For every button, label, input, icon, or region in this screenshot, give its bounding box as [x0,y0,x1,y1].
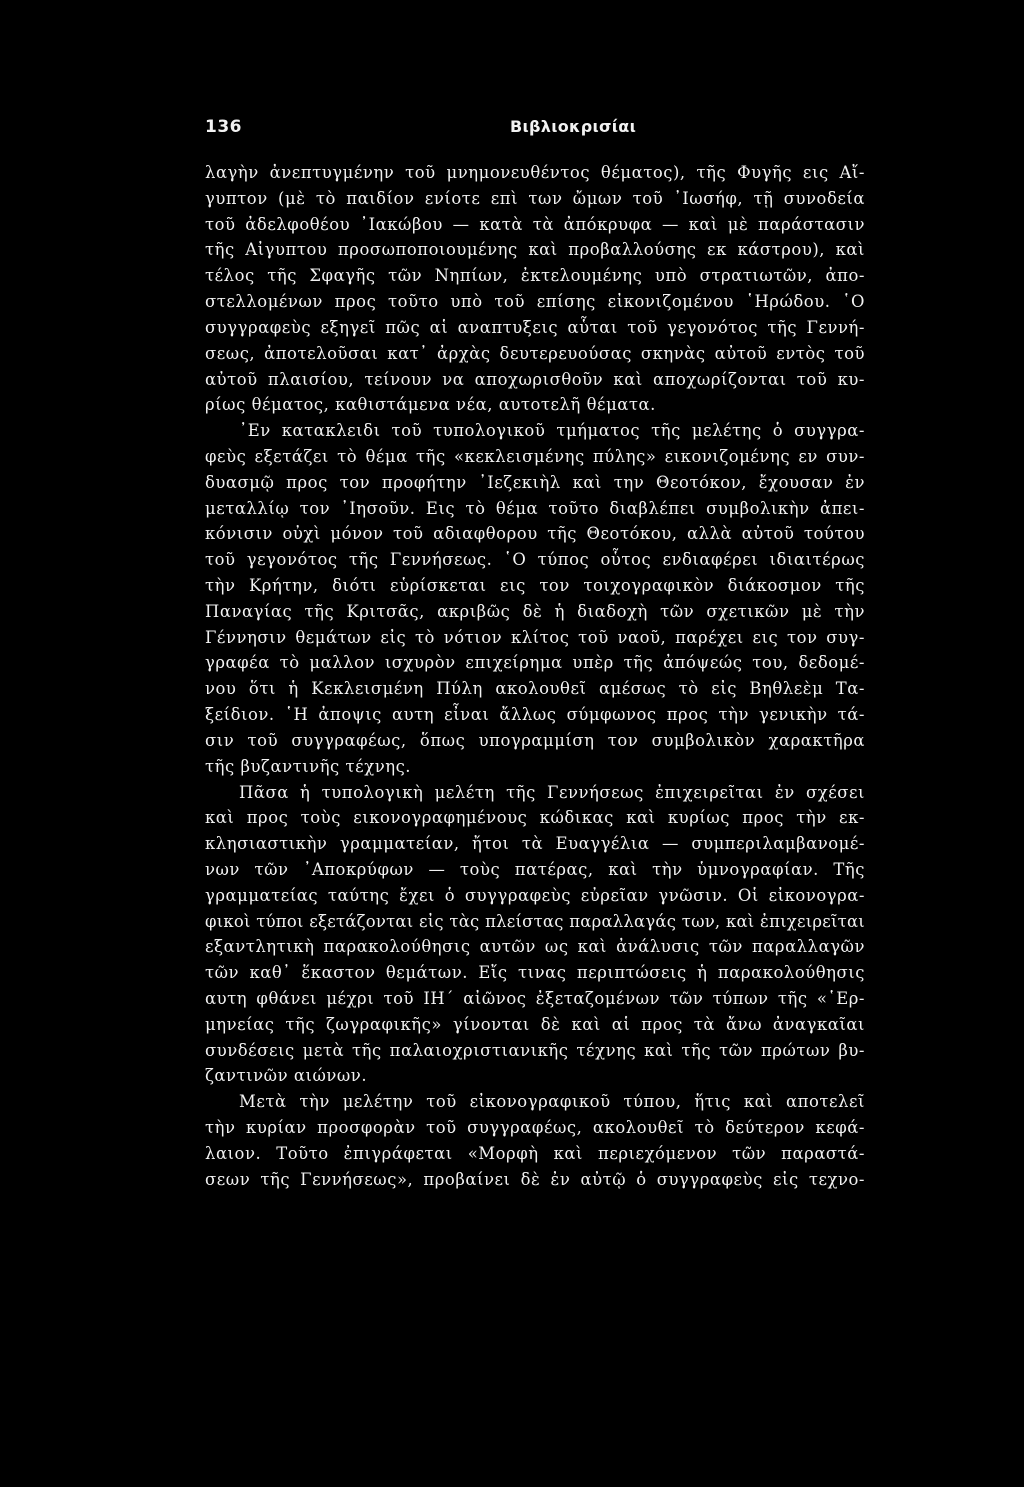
text-line: αὐτοῦ πλαισίου, τείνουν να αποχωρισθοῦν καὶ αποχωρίζονται τοῦ κυ- [205,369,865,389]
text-line: σεων τῆς Γεννήσεως», προβαίνει δὲ ἐν αὐτῷ ὁ συγγραφεὺς εἰς τεχνο- [205,1169,865,1189]
text-line: γραφέα τὸ μαλλον ισχυρὸν επιχείρημα υπὲρ τῆς ἀπόψεώς του, δεδομέ- [205,653,865,673]
text-line: φεὺς εξετάζει τὸ θέμα τῆς «κεκλεισμένης πύλης» εικονιζομένης εν συν- [205,446,865,466]
text-line: συνδέσεις μετὰ τῆς παλαιοχριστιανικῆς τέχνης καὶ τῆς τῶν πρώτων βυ- [205,1040,865,1060]
text-line: τῆς βυζαντινῆς τέχνης. [205,756,412,776]
text-line: σεως, ἀποτελοῦσαι κατ᾿ ἀρχὰς δευτερευούσας σκηνὰς αὐτοῦ εντὸς τοῦ [205,343,865,363]
text-line: ξείδιον. ῾Η ἀποψις αυτη εἶναι ἄλλως σύμφωνος προς τὴν γενικὴν τά- [205,705,865,725]
text-line: Γέννησιν θεμάτων εἰς τὸ νότιον κλίτος τοῦ ναοῦ, παρέχει εις τον συγ- [205,627,865,647]
text-line: γυπτον (μὲ τὸ παιδίον ενίοτε επὶ των ὤμων τοῦ ᾿Ιωσήφ, τῇ συνοδεία [205,188,865,208]
text-line: τὴν κυρίαν προσφορὰν τοῦ συγγραφέως, ακολουθεῖ τὸ δεύτερον κεφά- [205,1118,865,1138]
text-line: τῆς Αἰγυπτου προσωποποιουμένης καὶ προβαλλούσης εκ κάστρου), καὶ [205,240,865,260]
text-line: τὴν Κρήτην, διότι εὑρίσκεται εις τον τοιχογραφικὸν διάκοσμον τῆς [205,576,865,595]
text-line: στελλομένων προς τοῦτο υπὸ τοῦ επίσης εἰκονιζομένου ῾Ηρώδου. ῾Ο [205,292,865,312]
text-line: νου ὅτι ἡ Κεκλεισμένη Πύλη ακολουθεῖ αμέσως τὸ εἰς Βηθλεὲμ Τα- [205,679,865,699]
text-line: δυασμῷ προς τον προφήτην ᾿Ιεζεκιὴλ καὶ την Θεοτόκον, ἔχουσαν ἐν [205,472,865,492]
text-line: τῶν καθ᾿ ἕκαστον θεμάτων. Εἴς τινας περιπτώσεις ἡ παρακολούθησις [205,963,865,983]
text-line: Παναγίας τῆς Κριτσᾶς, ακριβῶς δὲ ἡ διαδοχὴ τῶν σχετικῶν μὲ τὴν [205,601,865,621]
text-line: ρίως θέματος, καθιστάμενα νέα, αυτοτελῆ θέματα. [205,395,656,415]
body-text [205,160,865,1193]
text-line: γραμματείας ταύτης ἔχει ὁ συγγραφεὺς εὐρεῖαν γνῶσιν. Οἱ εἰκονογρα- [205,885,865,905]
text-line: ζαντινῶν αιώνων. [205,1066,368,1086]
paragraph-first-line: Μετὰ τὴν μελέτην τοῦ εἰκονογραφικοῦ τύπου, ἥτις καὶ αποτελεῖ [239,1092,865,1112]
text-line: συγγραφεὺς εξηγεῖ πῶς αἱ αναπτυξεις αὗται τοῦ γεγονότος τῆς Γεννή- [205,317,865,337]
text-line: λαγὴν ἀνεπτυγμένην τοῦ μνημονευθέντος θέματος), τῆς Φυγῆς εις Αἴ- [205,163,865,182]
text-line: τοῦ γεγονότος τῆς Γεννήσεως. ῾Ο τύπος οὗτος ενδιαφέρει ιδιαιτέρως [205,550,865,570]
text-line: σιν τοῦ συγγραφέως, ὅπως υπογραμμίση τον συμβολικὸν χαρακτῆρα [205,730,865,750]
text-line: φικοὶ τύποι εξετάζονται εἰς τὰς πλείστας παραλλαγάς των, καὶ ἐπιχειρεῖται [205,911,865,931]
paragraph-first-line: ᾿Εν κατακλειδι τοῦ τυπολογικοῦ τμήματος τῆς μελέτης ὁ συγγρα- [239,421,865,441]
text-line: νων τῶν ᾿Αποκρύφων — τοὺς πατέρας, καὶ τὴν ὑμνογραφίαν. Τῆς [205,859,865,879]
page-header [205,117,865,141]
text-line: λαιον. Τοῦτο ἐπιγράφεται «Μορφὴ καὶ περιεχόμενον τῶν παραστά- [205,1143,865,1163]
running-head: Βιβλιοκρισίαι [510,117,637,136]
page-number: 136 [205,117,242,137]
text-line: μεταλλίῳ τον ᾿Ιησοῦν. Εις τὸ θέμα τοῦτο διαβλέπει συμβολικὴν ἀπει- [205,498,865,518]
text-line: εξαντλητικὴ παρακολούθησις αυτῶν ως καὶ ἀνάλυσις τῶν παραλλαγῶν [205,937,865,957]
paragraph-first-line: Πᾶσα ἡ τυπολογικὴ μελέτη τῆς Γεννήσεως ἐπιχειρεῖται ἐν σχέσει [239,782,865,802]
text-line: μηνείας τῆς ζωγραφικῆς» γίνονται δὲ καὶ αἱ προς τὰ ἄνω ἀναγκαῖαι [205,1014,865,1034]
text-line: τέλος τῆς Σφαγῆς τῶν Νηπίων, ἐκτελουμένης υπὸ στρατιωτῶν, ἀπο- [205,266,865,286]
text-line: κόνισιν οὐχὶ μόνον τοῦ αδιαφθορου τῆς Θεοτόκου, αλλὰ αὐτοῦ τούτου [205,524,865,544]
text-line: τοῦ ἀδελφοθέου ᾿Ιακώβου — κατὰ τὰ ἀπόκρυφα — καὶ μὲ παράστασιν [205,214,865,234]
text-line: καὶ προς τοὺς εικονογραφημένους κώδικας καὶ κυρίως προς τὴν εκ- [205,808,865,828]
text-line: αυτη φθάνει μέχρι τοῦ ΙΗ΄ αἰῶνος ἐξεταζομένων τῶν τύπων τῆς «῾Ερ- [205,989,865,1008]
text-line: κλησιαστικὴν γραμματείαν, ἤτοι τὰ Ευαγγέλια — συμπεριλαμβανομέ- [205,834,865,854]
